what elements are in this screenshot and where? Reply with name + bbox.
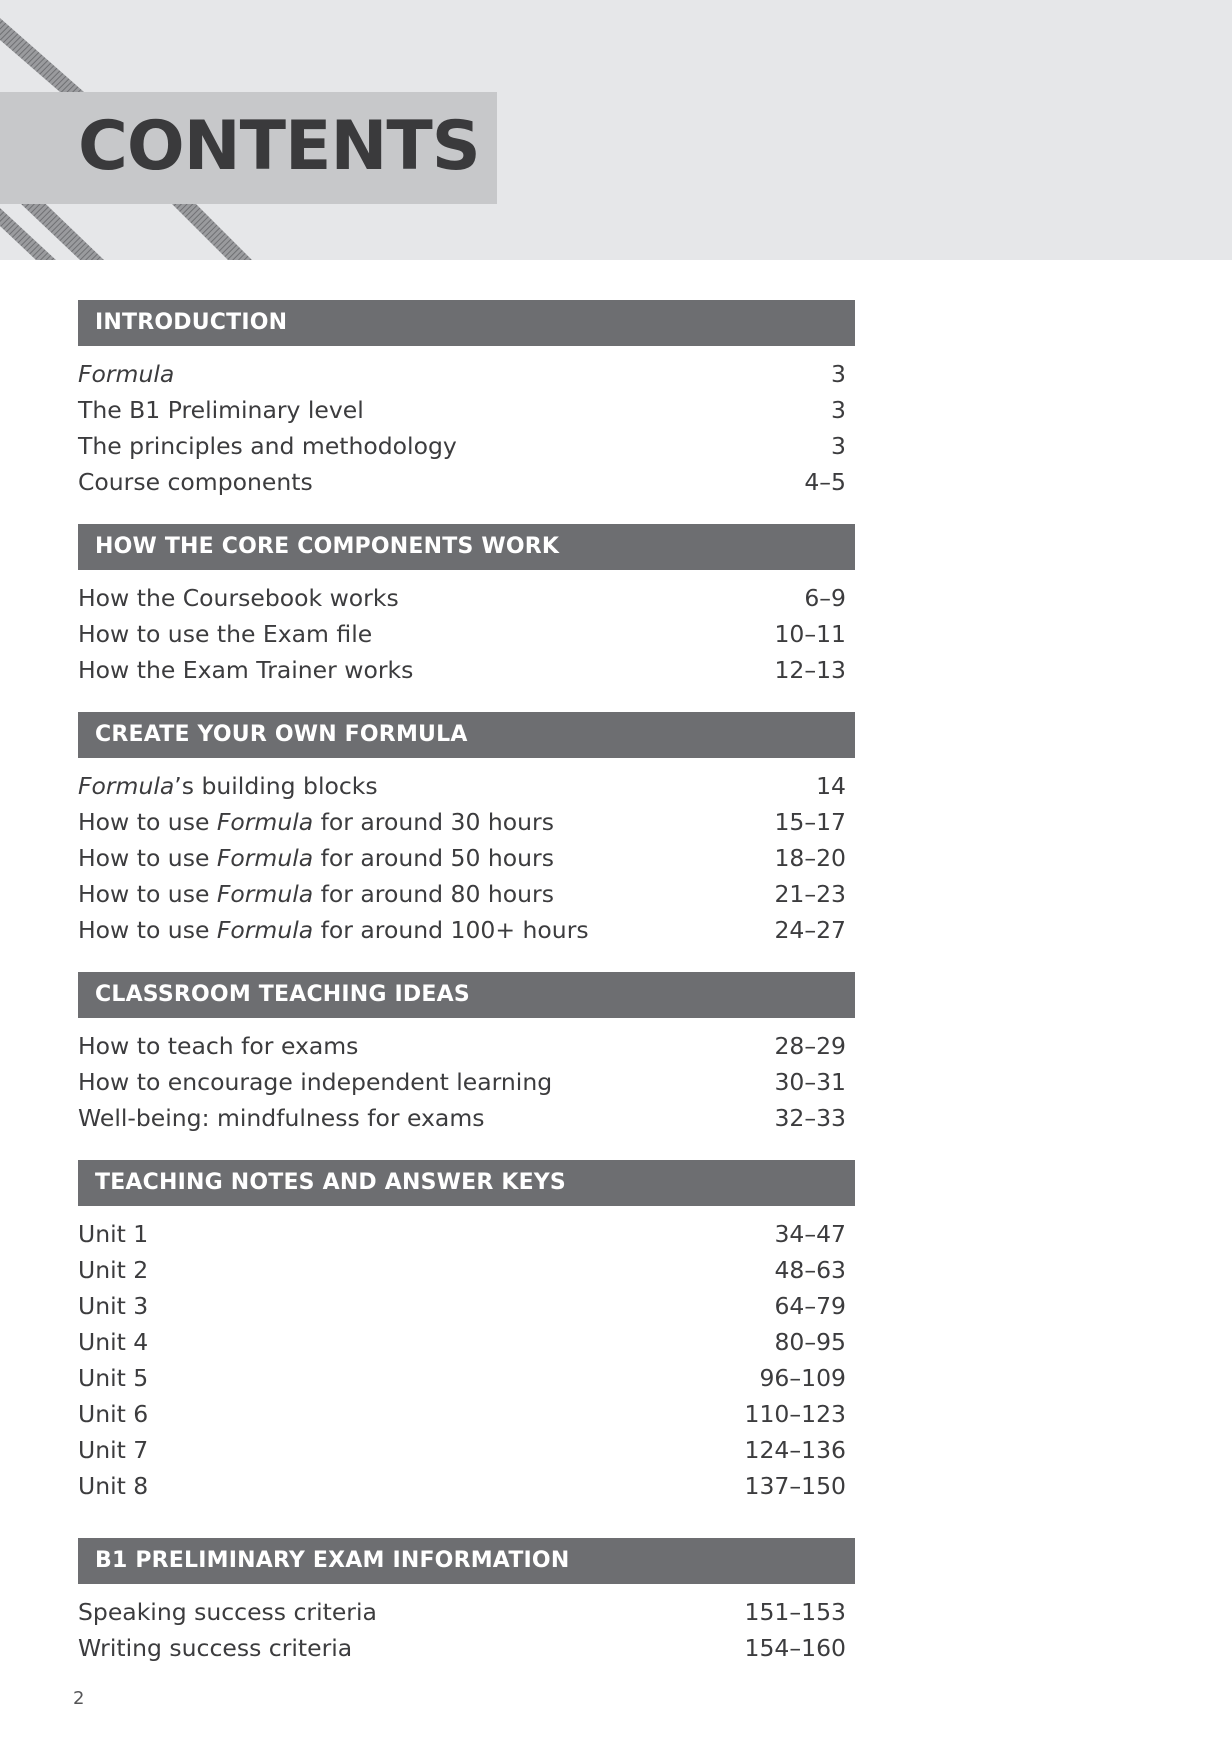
entry-title (78, 876, 554, 912)
entry-title-part: Unit 7 (78, 1436, 149, 1464)
toc-section (78, 300, 855, 500)
entry-title (78, 1360, 148, 1396)
entry-title-part: for around 100+ hours (313, 916, 589, 944)
entry-title-part: The B1 Preliminary level (78, 396, 364, 424)
section-heading: HOW THE CORE COMPONENTS WORK (78, 524, 855, 570)
header-band (0, 0, 1232, 260)
toc-entry (78, 580, 855, 616)
toc-entry (78, 1630, 855, 1666)
entry-title-italic-part: Formula (216, 880, 314, 908)
entry-title (78, 768, 378, 804)
entry-title-part: for around 50 hours (313, 844, 554, 872)
toc-entry (78, 768, 855, 804)
toc-section (78, 712, 855, 948)
entry-page-range: 3 (831, 360, 846, 388)
toc-entry (78, 912, 855, 948)
entry-title (78, 1324, 148, 1360)
entry-title (78, 580, 399, 616)
entry-title-part: How the Coursebook works (78, 584, 399, 612)
entry-title-italic-part: Formula (216, 808, 314, 836)
entry-title-part: How the Exam Trainer works (78, 656, 414, 684)
entry-title-part: How to use (78, 880, 217, 908)
toc-section (78, 972, 855, 1136)
entry-title-part: Unit 6 (78, 1400, 149, 1428)
toc-entry (78, 1288, 855, 1324)
section-entries (78, 1018, 855, 1136)
toc-entry (78, 1468, 855, 1504)
entry-title-part: The principles and methodology (78, 432, 457, 460)
entry-title (78, 464, 313, 500)
entry-title-part: Unit 2 (78, 1256, 149, 1284)
toc-entry (78, 1396, 855, 1432)
entry-page-range: 14 (816, 772, 846, 800)
entry-title (78, 652, 413, 688)
section-heading: B1 PRELIMINARY EXAM INFORMATION (78, 1538, 855, 1584)
entry-page-range: 64–79 (774, 1292, 846, 1320)
toc-section (78, 524, 855, 688)
entry-title (78, 1028, 358, 1064)
entry-page-range: 24–27 (774, 916, 846, 944)
section-heading: CLASSROOM TEACHING IDEAS (78, 972, 855, 1018)
entry-title (78, 1432, 148, 1468)
entry-page-range: 124–136 (744, 1436, 846, 1464)
toc-entry (78, 616, 855, 652)
entry-page-range: 3 (831, 432, 846, 460)
entry-title (78, 1252, 148, 1288)
entry-title-part: Well-being: mindfulness for exams (78, 1104, 485, 1132)
entry-title-part: How to encourage independent learning (78, 1068, 553, 1096)
entry-page-range: 15–17 (774, 808, 846, 836)
entry-title (78, 1100, 484, 1136)
entry-page-range: 34–47 (774, 1220, 846, 1248)
toc-entry (78, 392, 855, 428)
entry-title (78, 1630, 352, 1666)
entry-title (78, 356, 174, 392)
entry-page-range: 151–153 (744, 1598, 846, 1626)
entry-title (78, 392, 364, 428)
table-of-contents (78, 300, 855, 1666)
entry-page-range: 21–23 (774, 880, 846, 908)
toc-entry (78, 356, 855, 392)
toc-entry (78, 1360, 855, 1396)
page-number: 2 (73, 1688, 85, 1709)
entry-page-range: 137–150 (744, 1472, 846, 1500)
toc-entry (78, 464, 855, 500)
toc-entry (78, 804, 855, 840)
entry-title-italic-part: Formula (216, 916, 314, 944)
entry-page-range: 48–63 (774, 1256, 846, 1284)
toc-entry (78, 1216, 855, 1252)
entry-title-italic-part: Formula (78, 360, 175, 388)
entry-title-part: How to use the Exam file (78, 620, 373, 648)
entry-page-range: 10–11 (774, 620, 846, 648)
toc-entry (78, 1252, 855, 1288)
entry-page-range: 28–29 (774, 1032, 846, 1060)
toc-entry (78, 652, 855, 688)
entry-page-range: 96–109 (759, 1364, 846, 1392)
entry-title (78, 912, 589, 948)
entry-page-range: 80–95 (774, 1328, 846, 1356)
section-entries (78, 758, 855, 948)
entry-title-part: ’s building blocks (174, 772, 378, 800)
toc-entry (78, 1594, 855, 1630)
entry-title (78, 1216, 148, 1252)
toc-entry (78, 840, 855, 876)
entry-title-part: for around 30 hours (313, 808, 554, 836)
entry-title-part: Unit 5 (78, 1364, 149, 1392)
section-entries (78, 1584, 855, 1666)
toc-section (78, 1538, 855, 1666)
section-heading: CREATE YOUR OWN FORMULA (78, 712, 855, 758)
entry-title-part: Unit 4 (78, 1328, 149, 1356)
entry-title-part: How to use (78, 844, 217, 872)
entry-title (78, 804, 554, 840)
entry-page-range: 32–33 (774, 1104, 846, 1132)
section-entries (78, 346, 855, 500)
entry-title-part: Speaking success criteria (78, 1598, 377, 1626)
entry-page-range: 110–123 (744, 1400, 846, 1428)
entry-title (78, 1288, 148, 1324)
entry-title (78, 840, 554, 876)
entry-title-italic-part: Formula (78, 772, 175, 800)
entry-title (78, 616, 372, 652)
section-entries (78, 570, 855, 688)
toc-entry (78, 1064, 855, 1100)
entry-title-part: Course components (78, 468, 313, 496)
toc-entry (78, 1432, 855, 1468)
entry-title-part: How to use (78, 808, 217, 836)
entry-title-part: How to use (78, 916, 217, 944)
entry-title (78, 428, 457, 464)
entry-page-range: 3 (831, 396, 846, 424)
entry-title (78, 1468, 148, 1504)
toc-entry (78, 1324, 855, 1360)
entry-page-range: 30–31 (774, 1068, 846, 1096)
entry-title-part: for around 80 hours (313, 880, 554, 908)
entry-page-range: 12–13 (774, 656, 846, 684)
entry-page-range: 4–5 (804, 468, 846, 496)
section-entries (78, 1206, 855, 1504)
entry-title-part: Unit 3 (78, 1292, 149, 1320)
toc-entry (78, 1100, 855, 1136)
toc-entry (78, 1028, 855, 1064)
entry-page-range: 154–160 (744, 1634, 846, 1662)
toc-section (78, 1160, 855, 1504)
toc-entry (78, 876, 855, 912)
entry-title (78, 1396, 148, 1432)
entry-title-part: Unit 1 (78, 1220, 149, 1248)
entry-title (78, 1064, 552, 1100)
entry-title (78, 1594, 377, 1630)
entry-page-range: 18–20 (774, 844, 846, 872)
toc-entry (78, 428, 855, 464)
entry-page-range: 6–9 (804, 584, 846, 612)
section-heading: INTRODUCTION (78, 300, 855, 346)
entry-title-italic-part: Formula (216, 844, 314, 872)
section-heading: TEACHING NOTES AND ANSWER KEYS (78, 1160, 855, 1206)
entry-title-part: Writing success criteria (78, 1634, 353, 1662)
entry-title-part: How to teach for exams (78, 1032, 359, 1060)
entry-title-part: Unit 8 (78, 1472, 149, 1500)
page-title: CONTENTS (78, 107, 480, 186)
